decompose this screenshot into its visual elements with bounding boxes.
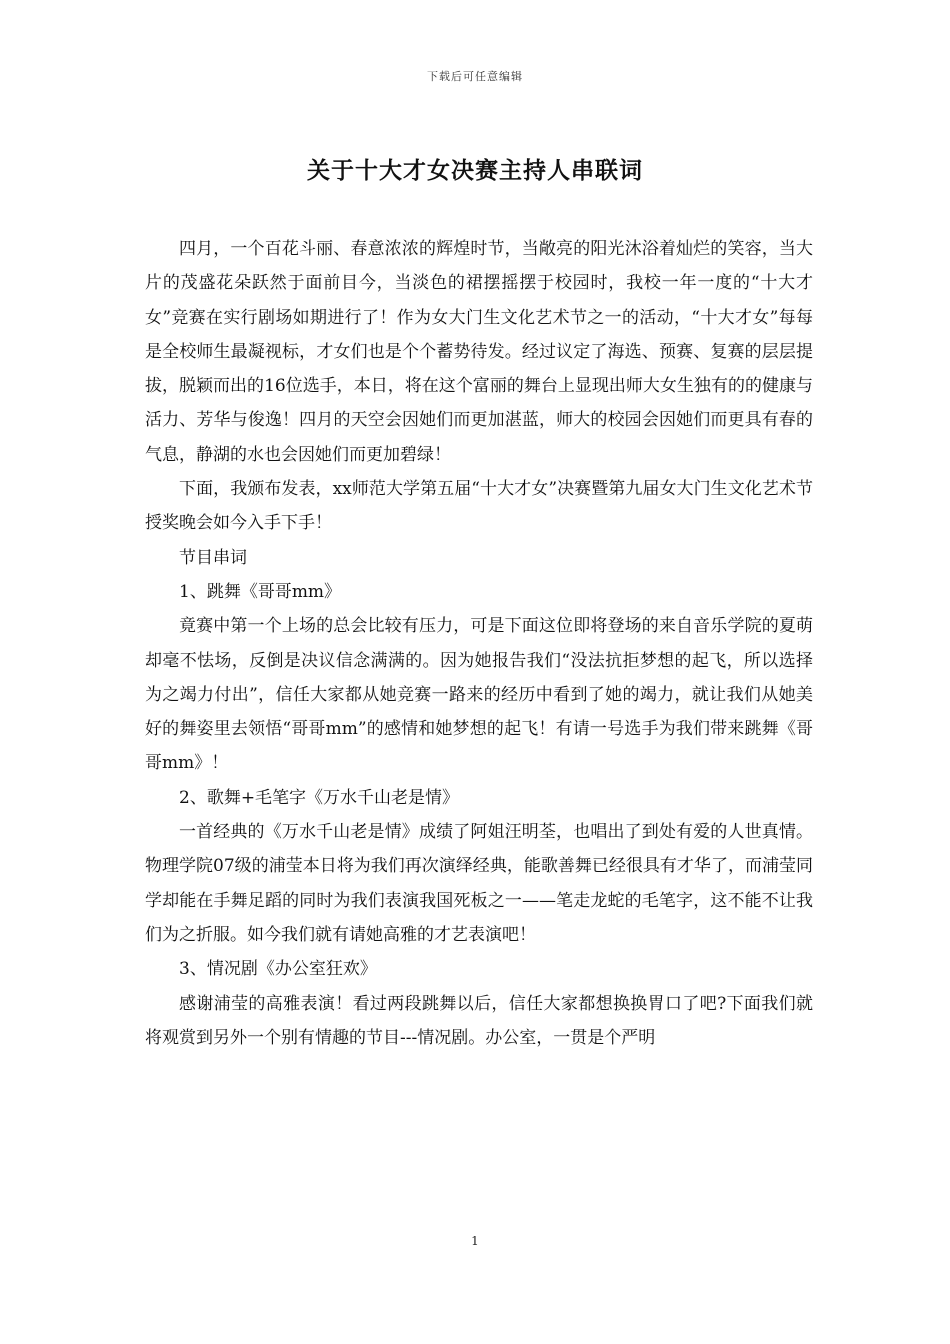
program-item-3-heading: 3、情况剧《办公室狂欢》 bbox=[179, 959, 377, 980]
paragraph-intro: 四月，一个百花斗丽、春意浓浓的辉煌时节，当敞亮的阳光沐浴着灿烂的笑容，当大片的茂盛花朵跃然于面前目今，当淡色的裙摆摇摆于校园时，我校一年一度的“十大才女”竞赛在实行剧场如期进行了！作为女大门生文化艺术节之一的活动，“十大才女”每每是全校师生最凝视标，才女们也是个个蓄势待发。经过议定了海选、预赛、复赛的层层提拔，脱颖而出的16位选手，本日，将在这个富丽的舞台上显现出师大女生独有的的健康与活力、芳华与俊逸！四月的天空会因她们而更加湛蓝，师大的校园会因她们而更具有春的气息，静湖的水也会因她们而更加碧绿！ bbox=[145, 239, 813, 465]
section-heading-program: 节目串词 bbox=[179, 547, 247, 568]
program-item-2-text: 一首经典的《万水千山老是情》成绩了阿姐汪明荃，也唱出了到处有爱的人世真情。物理学院07级的浦莹本日将为我们再次演绎经典，能歌善舞已经很具有才华了，而浦莹同学却能在手舞足蹈的同时为我们表演我国死板之一——笔走龙蛇的毛笔字，这不能不让我们为之折服。如今我们就有请她高雅的才艺表演吧！ bbox=[145, 822, 813, 945]
document-title: 关于十大才女决赛主持人串联词 bbox=[307, 157, 643, 184]
page-number: 1 bbox=[471, 1234, 479, 1248]
program-item-2-heading: 2、歌舞+毛笔字《万水千山老是情》 bbox=[179, 787, 460, 808]
program-item-1-text: 竟赛中第一个上场的总会比较有压力，可是下面这位即将登场的来自音乐学院的夏萌却毫不怯场，反倒是决议信念满满的。因为她报告我们“没法抗拒梦想的起飞，所以选择为之竭力付出”，信任大家都从她竞赛一路来的经历中看到了她的竭力，就让我们从她美好的舞姿里去领悟“哥哥mm”的感情和她梦想的起飞！有请一号选手为我们带来跳舞《哥哥mm》！ bbox=[145, 616, 813, 774]
header-note: 下载后可任意编辑 bbox=[427, 70, 523, 83]
program-item-1-heading: 1、跳舞《哥哥mm》 bbox=[179, 581, 342, 602]
paragraph-announcement: 下面，我颁布发表，xx师范大学第五届“十大才女”决赛暨第九届女大门生文化艺术节授奖晚会如今入手下手！ bbox=[145, 479, 813, 534]
program-item-3-text: 感谢浦莹的高雅表演！看过两段跳舞以后，信任大家都想换换胃口了吧?下面我们就将观赏到另外一个别有情趣的节目---情况剧。办公室，一贯是个严明 bbox=[145, 993, 813, 1048]
document-body bbox=[145, 232, 813, 1055]
